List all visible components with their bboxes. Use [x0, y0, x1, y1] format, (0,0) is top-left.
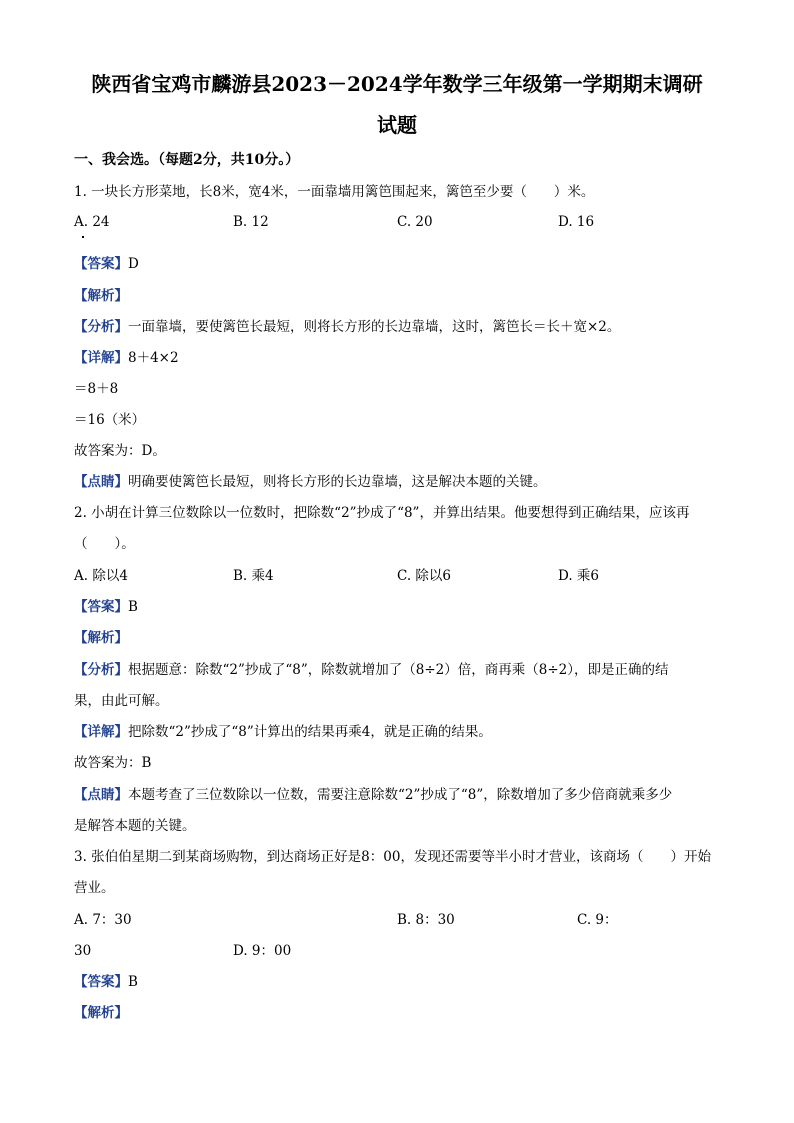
q3-answer-value: B: [128, 974, 138, 990]
q3-stem-line1: 3. 张伯伯星期二到某商场购物，到达商场正好是8：00，发现还需要等半小时才营业，该商场（ ）开始: [74, 849, 711, 865]
q2-xiangjie: [74, 722, 492, 742]
q2-option-b: B. 乘4: [233, 568, 274, 584]
q1-dianjing: [74, 472, 547, 492]
q1-step-2: ＝8＋8: [74, 381, 119, 397]
q1-analysis: [74, 286, 128, 306]
q2-fenxi-line2: 果，由此可解。: [74, 693, 169, 709]
q1-option-d: D. 16: [558, 214, 595, 230]
analysis-tag: 【解析】: [74, 630, 128, 646]
fenxi-tag: 【分析】: [74, 319, 128, 335]
q2-analysis: [74, 628, 128, 648]
q3-option-d: D. 9：00: [233, 943, 292, 959]
q3-answer: [74, 972, 138, 992]
q2-xiangjie-text: 把除数“2”抄成了“8”计算出的结果再乘4，就是正确的结果。: [128, 724, 492, 740]
q2-option-a: A. 除以4: [74, 568, 128, 584]
q3-option-c: C. 9：: [577, 912, 618, 928]
page-title-line1: 陕西省宝鸡市麟游县2023－2024学年数学三年级第一学期期末调研: [91, 72, 703, 96]
xiangjie-tag: 【详解】: [74, 724, 128, 740]
q2-stem-line2: （ ）。: [74, 536, 135, 552]
q2-dianjing-text: 本题考查了三位数除以一位数，需要注意除数“2”抄成了“8”，除数增加了多少倍商就乘多少: [128, 787, 673, 803]
q3-option-c-cont: 30: [74, 943, 92, 959]
q1-dianjing-text: 明确要使篱笆长最短，则将长方形的长边靠墙，这是解决本题的关键。: [128, 474, 547, 490]
dianjing-tag: 【点睛】: [74, 787, 128, 803]
q2-dianjing-line2: 是解答本题的关键。: [74, 818, 196, 834]
q2-fenxi-text: 根据题意：除数“2”抄成了“8”，除数就增加了（8÷2）倍，商再乘（8÷2），即是正确的结: [128, 662, 669, 678]
answer-tag: 【答案】: [74, 974, 128, 990]
stray-dot: [82, 236, 84, 238]
q1-conclusion: 故答案为：D。: [74, 443, 166, 459]
dianjing-tag: 【点睛】: [74, 474, 128, 490]
fenxi-tag: 【分析】: [74, 662, 128, 678]
q2-conclusion: 故答案为：B: [74, 755, 152, 771]
q1-answer-value: D: [128, 256, 139, 272]
q1-step-1: 8＋4×2: [128, 350, 179, 366]
q2-dianjing-line1: [74, 785, 672, 805]
q2-fenxi-line1: [74, 660, 669, 680]
answer-tag: 【答案】: [74, 256, 128, 272]
q1-option-c: C. 20: [397, 214, 433, 230]
q3-option-b: B. 8：30: [397, 912, 455, 928]
q1-fenxi-text: 一面靠墙，要使篱笆长最短，则将长方形的长边靠墙，这时，篱笆长＝长＋宽×2。: [128, 319, 621, 335]
q3-option-a: A. 7：30: [74, 912, 132, 928]
q3-analysis: [74, 1003, 128, 1023]
section-heading: 一、我会选。（每题2分，共10分。）: [74, 152, 300, 168]
q2-answer: [74, 597, 138, 617]
analysis-tag: 【解析】: [74, 1005, 128, 1021]
answer-tag: 【答案】: [74, 599, 128, 615]
page-title-line2: 试题: [377, 113, 417, 137]
q1-option-a: A. 24: [74, 214, 110, 230]
q1-fenxi: [74, 317, 620, 337]
q2-stem-line1: 2. 小胡在计算三位数除以一位数时，把除数“2”抄成了“8”，并算出结果。他要想得到正确结果，应该再: [74, 505, 690, 521]
q2-answer-value: B: [128, 599, 138, 615]
q1-step-3: ＝16（米）: [74, 412, 146, 428]
analysis-tag: 【解析】: [74, 288, 128, 304]
q1-option-b: B. 12: [233, 214, 269, 230]
q2-option-d: D. 乘6: [558, 568, 600, 584]
q3-stem-line2: 营业。: [74, 880, 115, 896]
xiangjie-tag: 【详解】: [74, 350, 128, 366]
q1-stem: 1. 一块长方形菜地，长8米，宽4米，一面靠墙用篱笆围起来，篱笆至少要（ ）米。: [74, 184, 595, 200]
q1-xiangjie: [74, 348, 179, 368]
q1-answer: [74, 254, 139, 274]
q2-option-c: C. 除以6: [397, 568, 452, 584]
